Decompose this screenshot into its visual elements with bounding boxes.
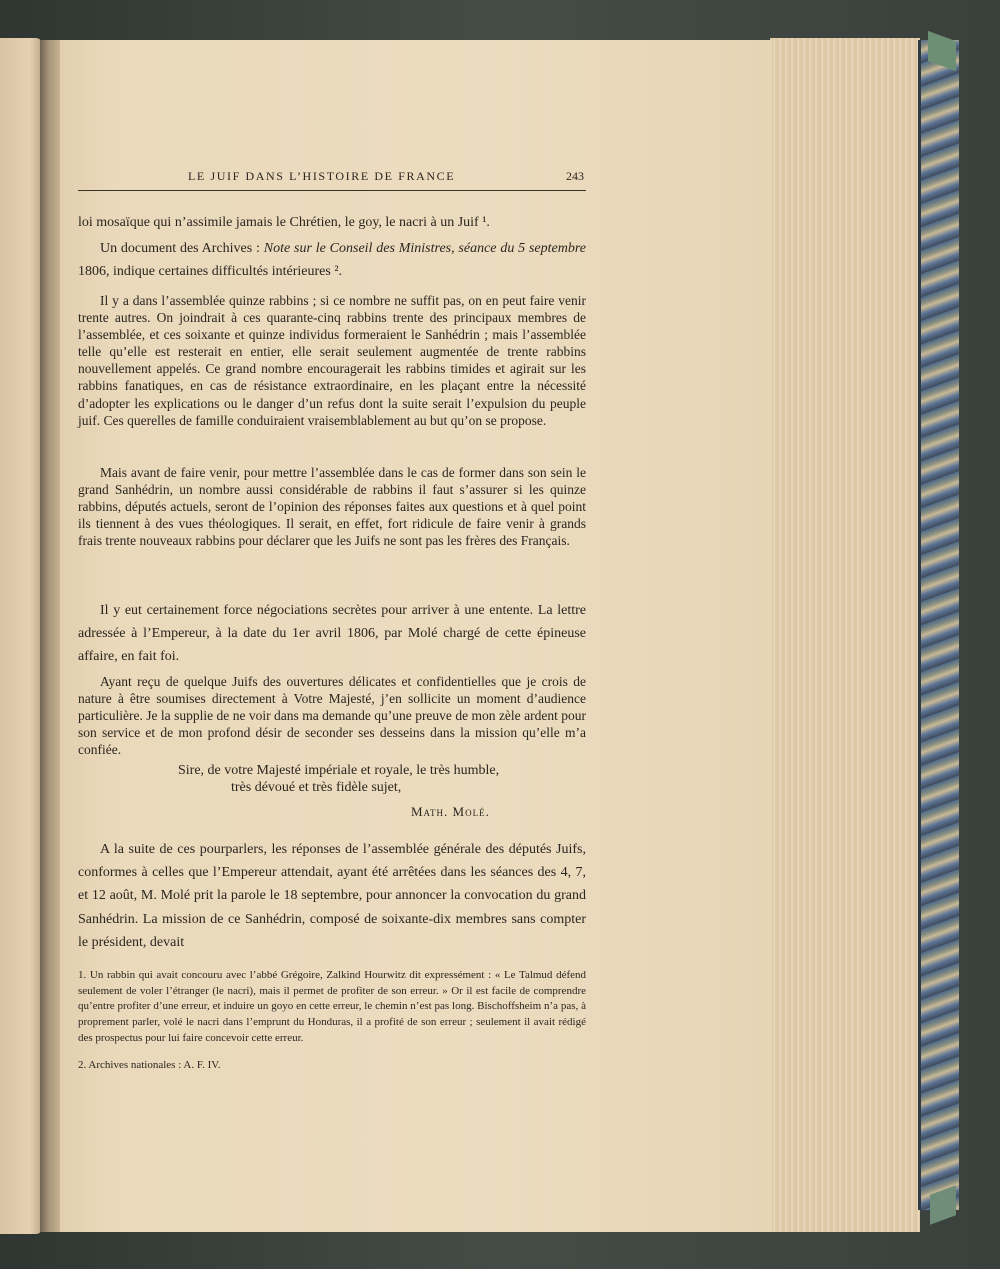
- book-gutter: [40, 40, 62, 1232]
- paragraph-pourparlers: A la suite de ces pourparlers, les réponses de l’assemblée générale des députés Juifs, conformes à celles que l’Empereur attendait, ayant été arrêtées dans les séances des 4, 7, et 12 août, M. Molé prit la parole le 18 septembre, pour annoncer la convocation du grand Sanhédrin. La mission de ce Sanhédrin, composé de soixante-dix membres sans compter le président, devait: [78, 842, 586, 950]
- marbled-cover-edge: [918, 40, 959, 1210]
- letter-closing-line-2: très dévoué et très fidèle sujet,: [231, 780, 402, 795]
- footnote-2: 2. Archives nationales : A. F. IV.: [78, 1059, 221, 1071]
- letter-closing-line-1: Sire, de votre Majesté impériale et royale, le très humble,: [178, 763, 500, 778]
- archives-note-tail: 1806, indique certaines difficultés intérieures ².: [78, 264, 343, 279]
- quoted-letter: Ayant reçu de quelque Juifs des ouvertures délicates et confidentielles que je crois de nature à être soumises directement à Votre Majesté, j’en sollicite un moment d’audience particulière. Je la supplie de ne voir dans ma demande qu’une preuve de mon zèle ardent pour son service et de mon profond désir de seconder ses desseins dans la mission qu’elle m’a confiée.: [78, 674, 586, 758]
- paragraph-negotiations: Il y eut certainement force négociations secrètes pour arriver à une entente. La lettre adressée à l’Empereur, à la date du 1er avril 1806, par Molé chargé de cette épineuse affaire, en fait foi.: [78, 603, 586, 664]
- archives-note-lead: Un document des Archives :: [100, 241, 264, 256]
- paragraph-continuation: loi mosaïque qui n’assimile jamais le Chrétien, le goy, le nacri à un Juif ¹.: [78, 215, 490, 230]
- page-number: 243: [566, 169, 584, 183]
- footnote-1: 1. Un rabbin qui avait concouru avec l’abbé Grégoire, Zalkind Hourwitz dit expressément : « Le Talmud défend seulement de voler l’étranger (le nacri), mais il permet de profiter de son erreur. » Or il est facile de comprendre qu’entre profiter d’une erreur, et induire un goyo en cette erreur, le chemin n’est pas long. Bischoffsheim n’a pas, à proprement parler, volé le nacri dans l’emprunt du Honduras, il a profité de son erreur ; seulement il avait rédigé des prospectus pour lui faire concevoir cette erreur.: [78, 969, 586, 1044]
- page-stack-edge: [770, 38, 920, 1232]
- letter-signature: Math. Molé.: [411, 804, 490, 819]
- quoted-paragraph-rabbins: Il y a dans l’assemblée quinze rabbins ; si ce nombre ne suffit pas, on en peut faire venir trente autres. On joindrait à ces quarante-cinq rabbins trente des principaux membres de l’assemblée, et ces soixante et quinze individus formeraient le Sanhédrin ; mais l’assemblée telle qu’elle est resterait en entier, elle serait seulement augmentée de trente rabbins nouvellement appelés. Ce grand nombre encouragerait les rabbins timides et agirait sur les rabbins fanatiques, en cas de résistance extraordinaire, en les plaçant entre la nécessité d’adopter les explications ou le danger d’un refus dont la suite serait l’expulsion du peuple juif. Ces querelles de famille conduiraient vraisemblablement au but qu’on se propose.: [78, 293, 586, 428]
- left-page-edge: [0, 38, 42, 1234]
- running-head: LE JUIF DANS L’HISTOIRE DE FRANCE: [188, 169, 456, 183]
- header-rule: [78, 190, 586, 191]
- archives-note-title: Note sur le Conseil des Ministres, séance du 5 septembre: [263, 241, 586, 256]
- paragraph-archives-note: [78, 237, 586, 283]
- quoted-paragraph-sanhedrin: Mais avant de faire venir, pour mettre l’assemblée dans le cas de former dans son sein le grand Sanhédrin, un nombre aussi considérable de rabbins il faut s’assurer si les quinze rabbins, députés actuels, seront de l’opinion des réponses faites aux questions et à quel point ils tiennent à des vues théologiques. Il serait, en effet, fort ridicule de faire venir à grands frais trente nouveaux rabbins pour déclarer que les Juifs ne sont pas les frères des Français.: [78, 465, 586, 549]
